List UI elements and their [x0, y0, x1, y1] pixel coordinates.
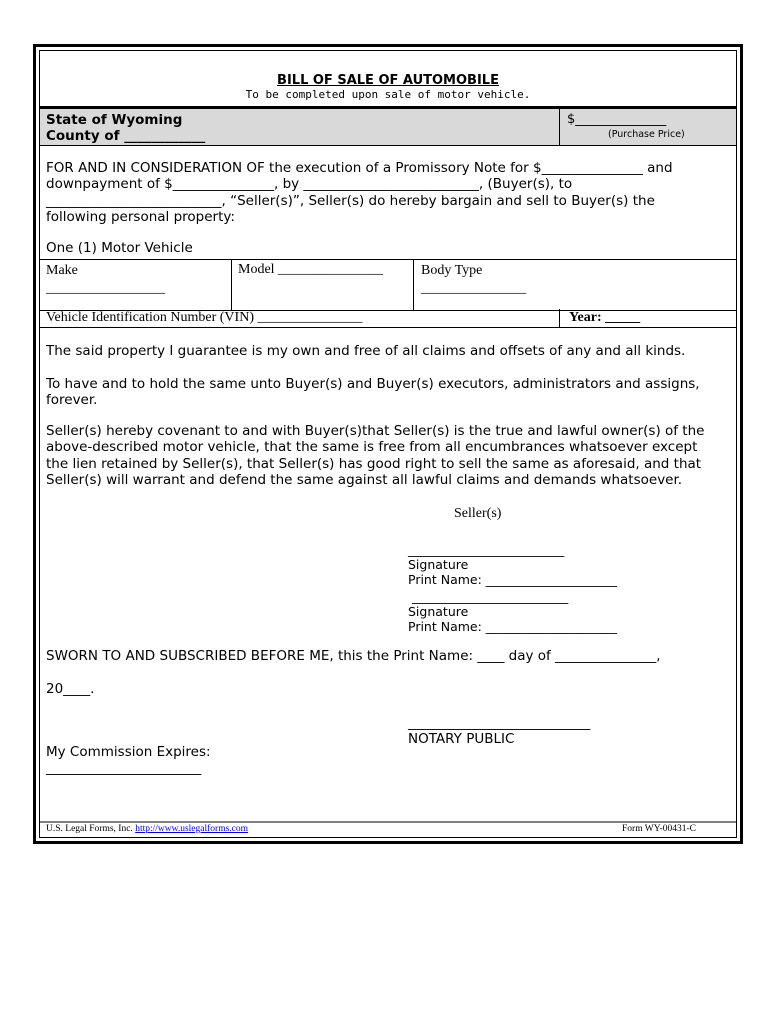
- sworn-statement[interactable]: SWORN TO AND SUBSCRIBED BEFORE ME, this the Print Name: ____ day of _______________,: [46, 648, 661, 664]
- grid-divider: [559, 309, 560, 327]
- hold-line: To have and to hold the same unto Buyer(s) and Buyer(s) executors, administrators and assigns,: [46, 376, 700, 392]
- purchase-price-field[interactable]: $______________: [567, 112, 667, 127]
- body-type-field[interactable]: _______________: [421, 281, 526, 296]
- notary-block: [408, 715, 590, 747]
- form-footer: [40, 821, 736, 837]
- form-id: Form WY-00431-C: [622, 824, 696, 834]
- grid-divider: [231, 260, 232, 310]
- print-name-field[interactable]: Print Name: _____________________: [408, 572, 618, 587]
- hold-paragraph: [46, 376, 724, 409]
- model-field[interactable]: Model _______________: [238, 262, 384, 277]
- notary-public-label: NOTARY PUBLIC: [408, 731, 515, 747]
- company-name: U.S. Legal Forms, Inc.: [46, 824, 133, 834]
- body-type-label: Body Type: [421, 263, 483, 278]
- seller-signature-block-1: [408, 542, 617, 587]
- state-label: State of Wyoming: [46, 112, 183, 128]
- vin-row: [40, 309, 736, 328]
- year-field[interactable]: Year: _____: [569, 310, 641, 325]
- footer-company: [46, 824, 248, 834]
- commission-block: [46, 744, 724, 777]
- form-title: BILL OF SALE OF AUTOMOBILE: [277, 73, 499, 88]
- seller-signature-block-2: [408, 589, 617, 634]
- covenant-line: Seller(s) hereby covenant to and with Buyer(s)that Seller(s) is the true and lawful owner(s) of the: [46, 423, 705, 439]
- hold-line: forever.: [46, 392, 98, 409]
- consideration-line[interactable]: FOR AND IN CONSIDERATION OF the execution of a Promissory Note for $_______________ and: [46, 160, 673, 176]
- print-name-field[interactable]: Print Name: _____________________: [408, 619, 618, 634]
- purchase-price-label: (Purchase Price): [608, 129, 685, 140]
- covenant-line: the lien retained by Seller(s), that Seller(s) has good right to sell the same as aforesaid, and that: [46, 455, 702, 472]
- form-subtitle: To be completed upon sale of motor vehicle.: [245, 88, 531, 101]
- make-label: Make: [46, 263, 78, 278]
- commission-label: My Commission Expires:: [46, 744, 211, 760]
- covenant-line: Seller(s) will warrant and defend the same against all lawful claims and demands whatsoever.: [46, 471, 683, 488]
- commission-field[interactable]: _______________________: [46, 760, 202, 777]
- consideration-line: following personal property:: [46, 208, 235, 225]
- signature-line[interactable]: _________________________: [412, 589, 569, 604]
- grid-divider: [413, 260, 414, 310]
- make-field[interactable]: _________________: [46, 281, 165, 296]
- sworn-year-field[interactable]: 20____.: [46, 681, 95, 697]
- band-divider: [559, 109, 560, 145]
- vehicle-details-grid: [40, 259, 736, 311]
- consideration-line[interactable]: __________________________, “Seller(s)”, Seller(s) do hereby bargain and sell to Buyer(s) the: [46, 192, 655, 209]
- signature-label: Signature: [408, 604, 469, 619]
- website-link[interactable]: http://www.uslegalforms.com: [135, 824, 249, 834]
- consideration-line[interactable]: downpayment of $_______________, by __________________________, (Buyer(s), to: [46, 176, 573, 193]
- vehicle-intro: One (1) Motor Vehicle: [46, 240, 193, 256]
- state-county-band: [40, 106, 736, 146]
- make-cell: [46, 262, 165, 298]
- guarantee-paragraph: The said property I guarantee is my own and free of all claims and offsets of any and all kinds.: [46, 343, 686, 359]
- notary-signature-line[interactable]: ___________________________: [408, 715, 591, 731]
- form-inner-border: [39, 50, 737, 838]
- signature-line[interactable]: _________________________: [408, 542, 565, 557]
- state-county-block: [46, 112, 205, 144]
- covenant-paragraph: [46, 423, 724, 488]
- body-type-cell: [421, 262, 526, 298]
- signature-label: Signature: [408, 557, 469, 572]
- form-outer-border: [33, 44, 743, 844]
- sellers-heading: Seller(s): [454, 506, 502, 521]
- covenant-line: above-described motor vehicle, that the same is free from all encumbrances whatsoever except: [46, 439, 698, 456]
- vin-field[interactable]: Vehicle Identification Number (VIN) _______________: [46, 310, 363, 325]
- consideration-paragraph: [46, 160, 724, 225]
- county-field[interactable]: County of ____________: [46, 128, 206, 144]
